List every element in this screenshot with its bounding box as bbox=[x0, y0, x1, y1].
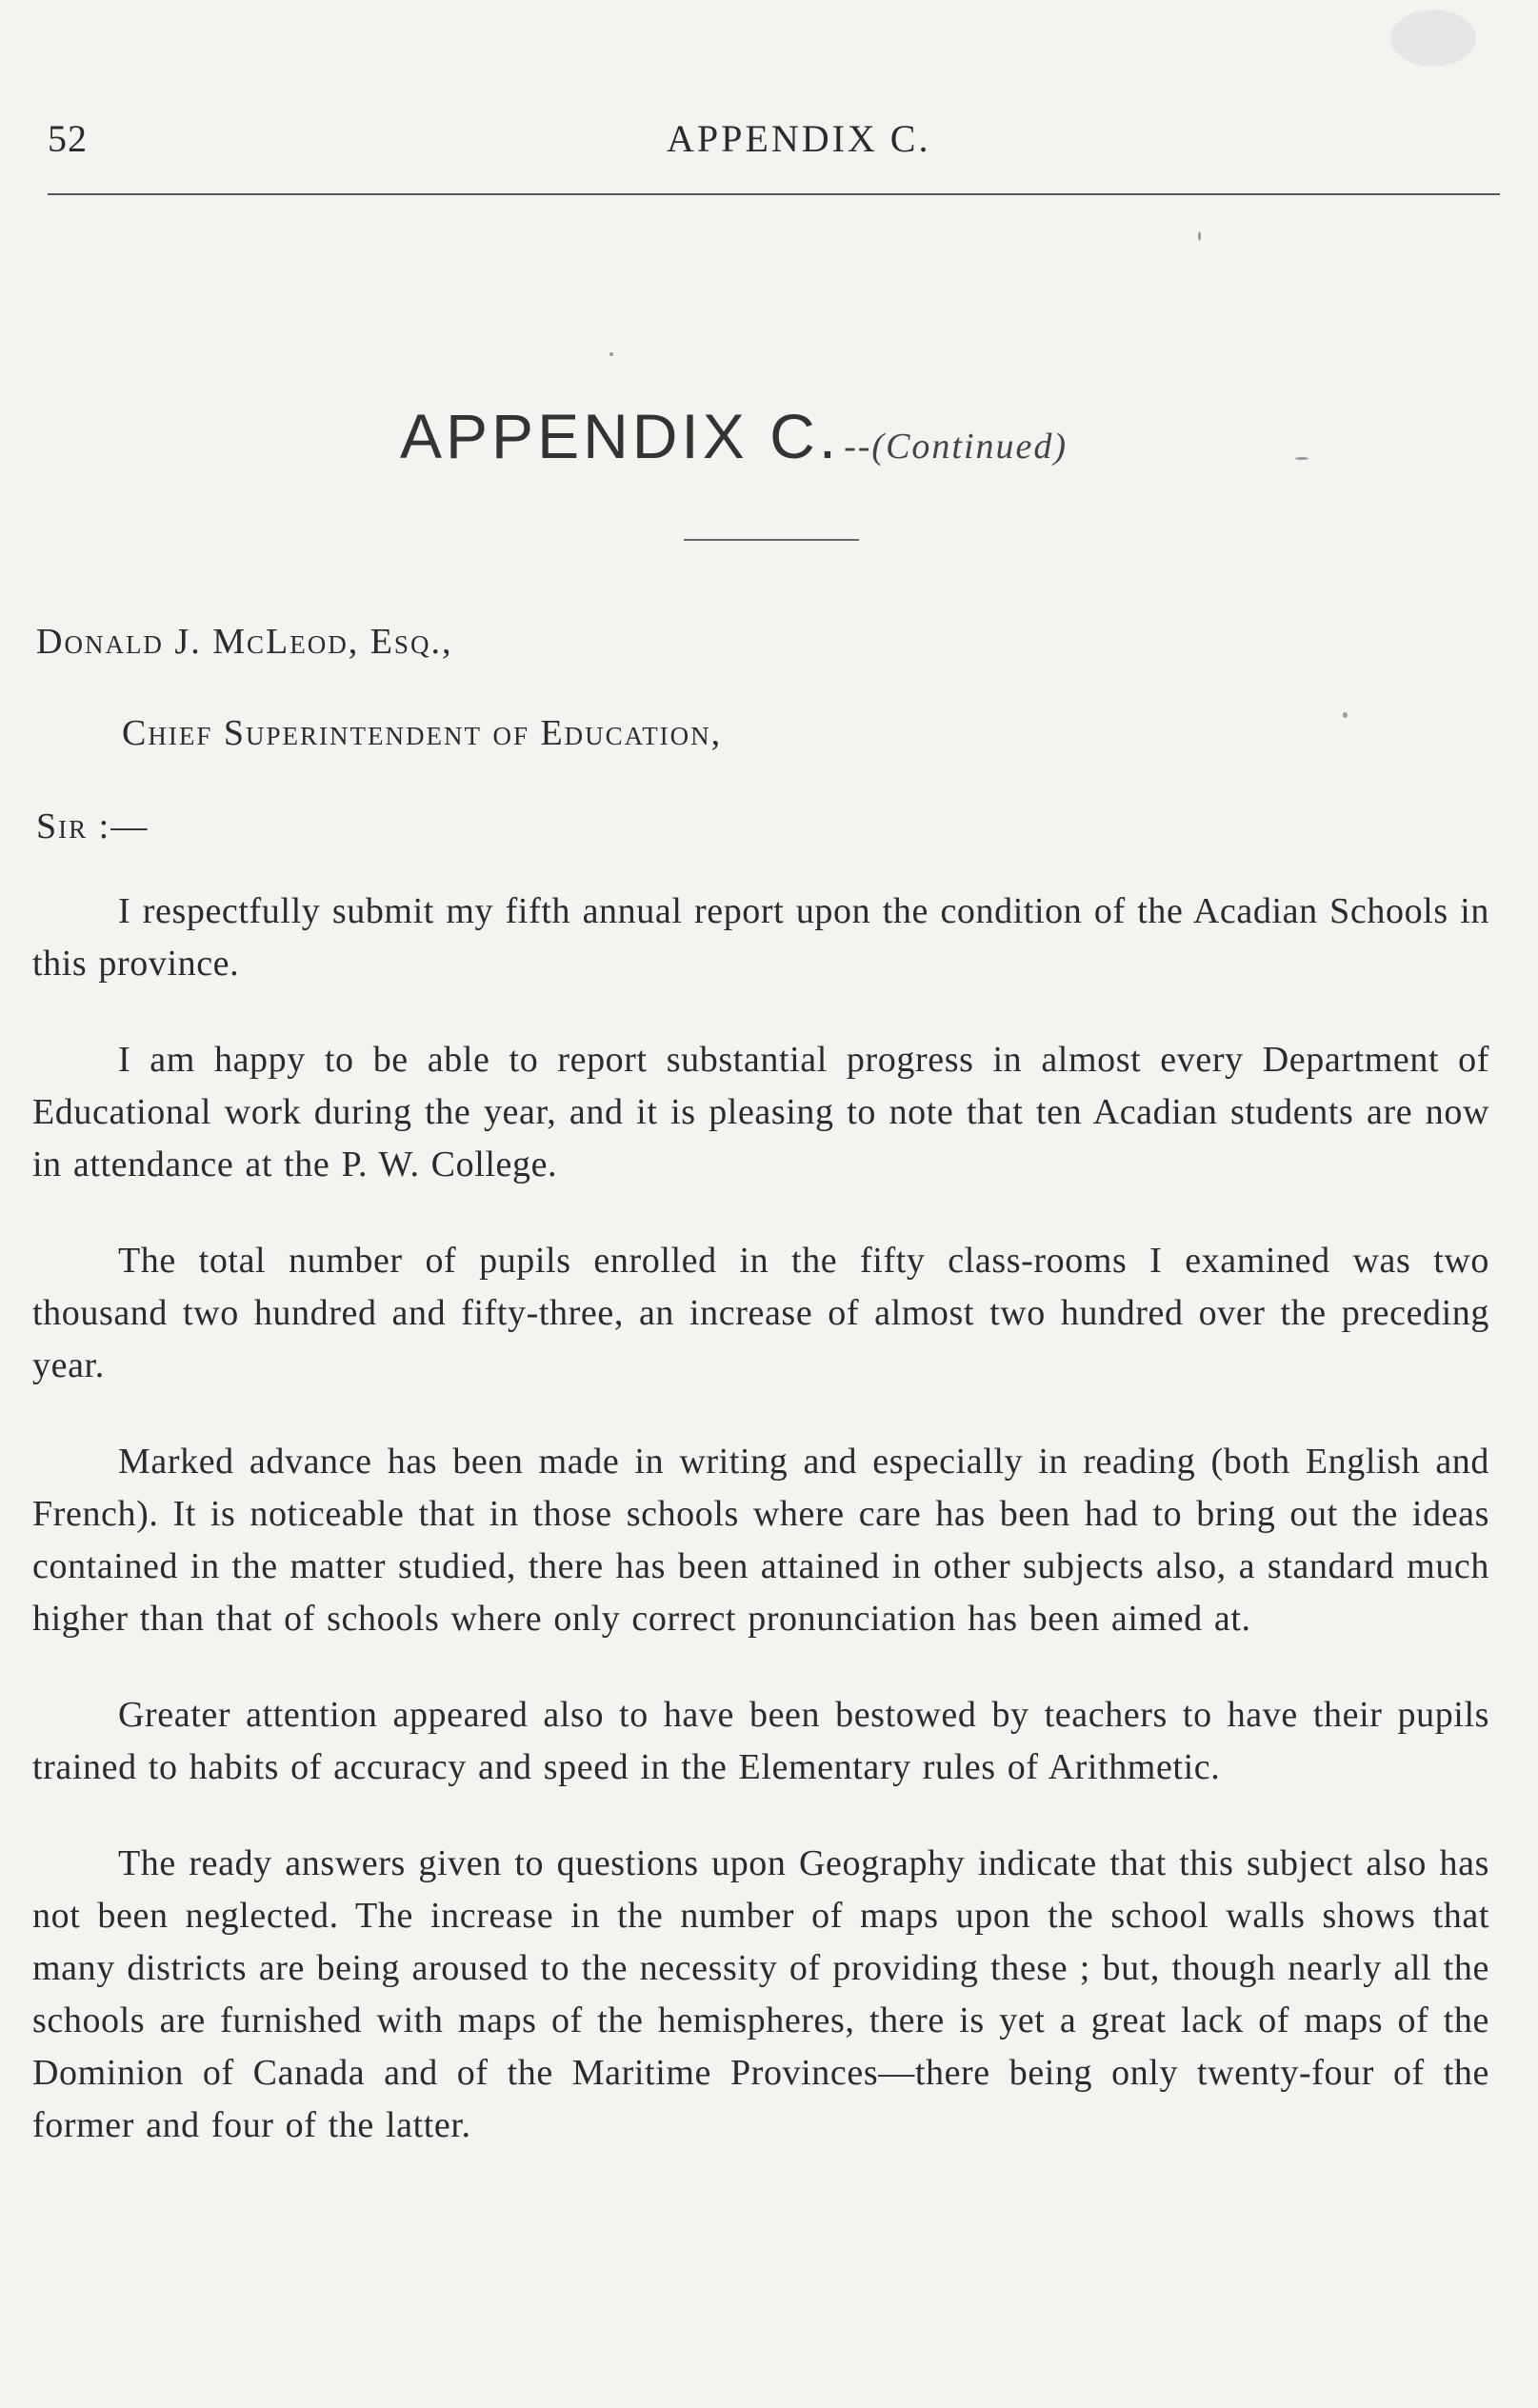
page-number: 52 bbox=[48, 117, 88, 160]
heading-continued-note: --(Continued) bbox=[844, 427, 1069, 467]
paragraph: I respectfully submit my fifth annual report upon the condition of the Acadian Schools in this province. bbox=[32, 891, 1489, 984]
report-body bbox=[32, 886, 1489, 2196]
paragraph: I am happy to be able to report substantial progress in almost every Department of Educational work during the year, and it is pleasing to note that ten Acadian students are now in attendance at the P. W. College. bbox=[32, 1040, 1489, 1184]
paper-speck bbox=[1295, 457, 1308, 460]
header-rule bbox=[48, 193, 1500, 195]
paragraph: Marked advance has been made in writing and especially in reading (both English and French). It is noticeable that in those schools where care has been had to bring out the ideas contained in the matter studied, there has been attained in other subjects also, a standard much higher than that of schools where only correct pronunciation has been aimed at. bbox=[32, 1442, 1489, 1639]
addressee-name: Donald J. McLeod, Esq., bbox=[36, 622, 453, 662]
paper-speck bbox=[609, 352, 613, 356]
running-header bbox=[48, 116, 1486, 164]
running-title: APPENDIX C. bbox=[667, 117, 931, 160]
paragraph: Greater attention appeared also to have been bestowed by teachers to have their pupils trained to habits of accuracy and speed in the Elementary rules of Arithmetic. bbox=[32, 1695, 1489, 1787]
paper-speck bbox=[1390, 10, 1476, 67]
heading-rule bbox=[684, 539, 859, 541]
paragraph: The total number of pupils enrolled in the fifty class-rooms I examined was two thousand two hundred and fifty-three, an increase of almost two hundred over the preceding year. bbox=[32, 1241, 1489, 1385]
heading-title: APPENDIX C. bbox=[400, 401, 841, 471]
greeting: Sir :— bbox=[36, 806, 150, 846]
main-heading bbox=[400, 400, 1257, 486]
paper-speck bbox=[1198, 231, 1201, 241]
paragraph: The ready answers given to questions upon Geography indicate that this subject also has not been neglected. The increase in the number of maps upon the school walls shows that many districts are being aroused to the necessity of providing these ; but, though nearly all the schools are furnished with maps of the hemispheres, there is yet a great lack of maps of the Dominion of Canada and of the Maritime Provinces—there being only twenty-four of the former and four of the latter. bbox=[32, 1843, 1489, 2145]
addressee-title: Chief Superintendent of Education, bbox=[122, 713, 723, 753]
paper-speck bbox=[1343, 712, 1348, 718]
